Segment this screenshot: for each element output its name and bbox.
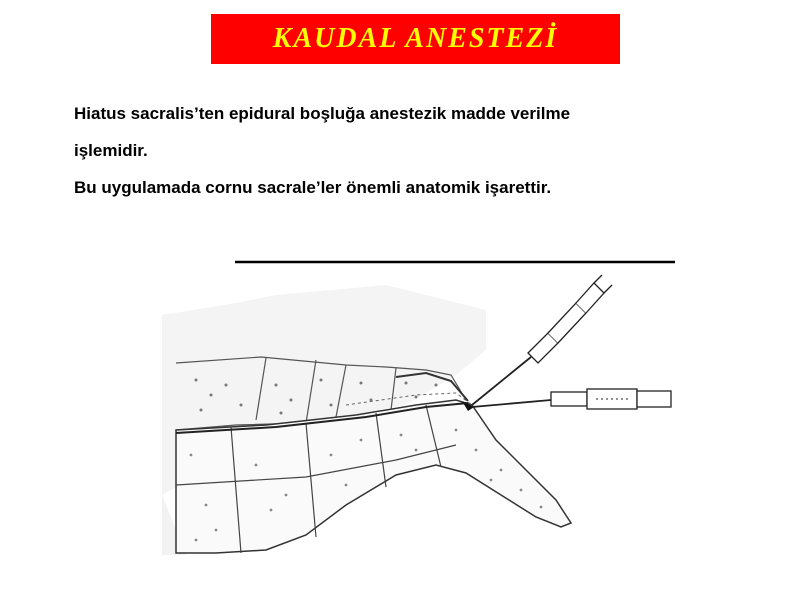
anatomy-illustration [156,255,680,555]
body-text [74,94,754,207]
needle-lower [472,389,671,409]
needle-upper [472,275,612,405]
slide-title: KAUDAL ANESTEZİ [272,23,559,54]
body-line-3: Bu uygulamada cornu sacrale’ler önemli anatomik işarettir. [74,178,552,197]
body-line-2: işlemidir. [74,141,148,160]
body-line-1: Hiatus sacralis’ten epidural boşluğa anestezik madde verilme [74,104,571,123]
title-banner [211,14,620,64]
